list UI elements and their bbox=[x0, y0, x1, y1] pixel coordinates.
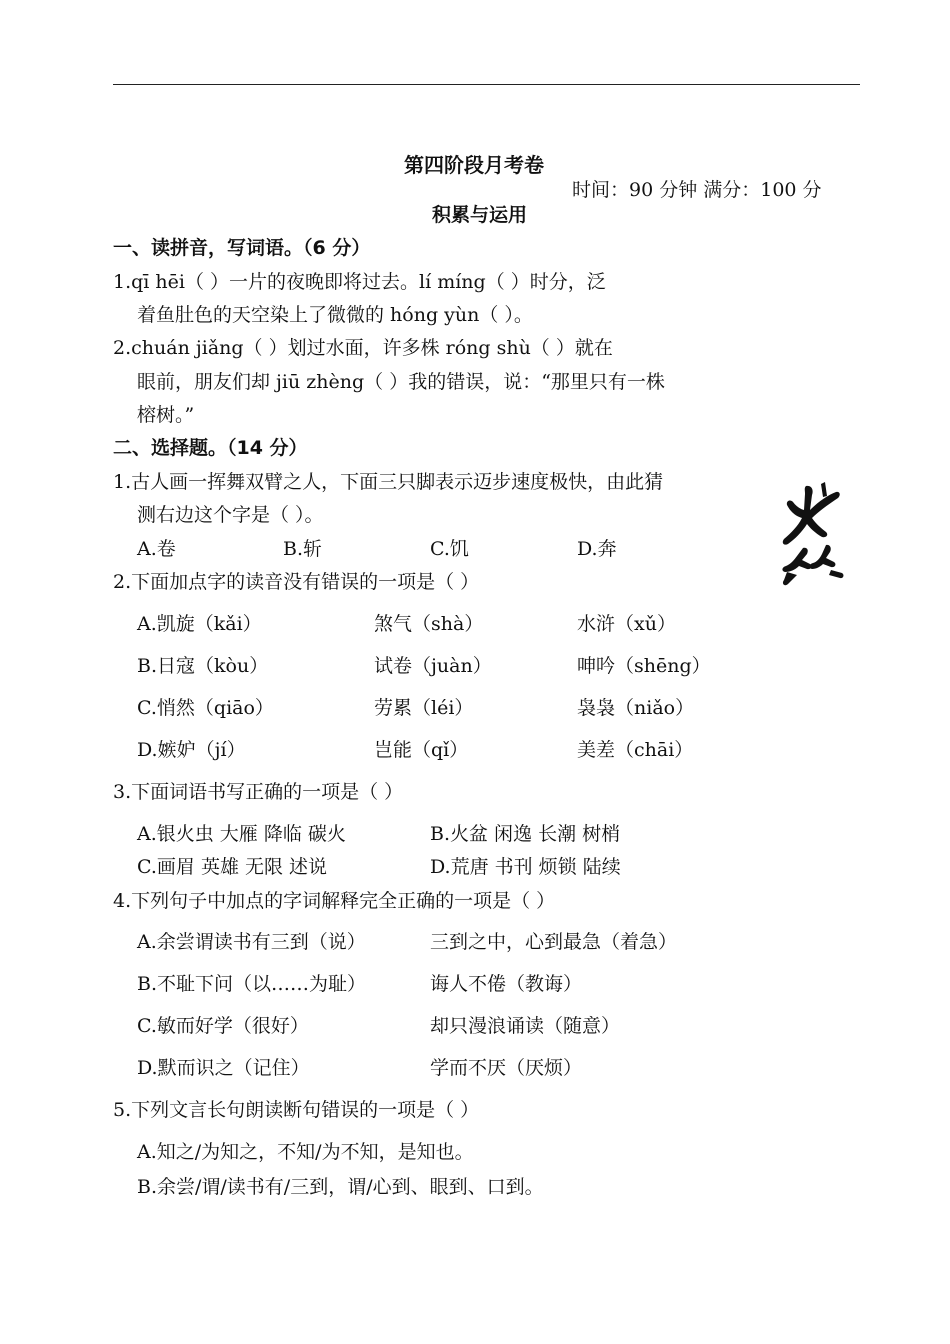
s2-q2-row3-a: C.悄然（qiāo） bbox=[137, 697, 274, 719]
exam-meta: 时间：90 分钟 满分：100 分 bbox=[572, 179, 822, 201]
s2-q2-row4-c: 美差（chāi） bbox=[577, 739, 694, 761]
s2-q2-row4-b: 岂能（qǐ） bbox=[374, 739, 469, 761]
s2-q5-stem: 5.下列文言长句朗读断句错误的一项是（ ） bbox=[113, 1099, 480, 1121]
ancient-ben-character-icon bbox=[779, 480, 847, 588]
s2-q1-option-c: C.饥 bbox=[430, 538, 469, 560]
s2-q3-option-a: A.银火虫 大雁 降临 碳火 bbox=[137, 823, 346, 845]
s2-q3-option-d: D.荒唐 书刊 烦锁 陆续 bbox=[430, 856, 621, 878]
s2-q5-option-a: A.知之/为知之，不知/为不知，是知也。 bbox=[137, 1141, 474, 1163]
exam-title: 第四阶段月考卷 bbox=[404, 153, 544, 177]
s2-q2-row1-c: 水浒（xǔ） bbox=[577, 613, 676, 635]
s2-q4-row2-b: 诲人不倦（教诲） bbox=[430, 973, 583, 995]
s2-q2-row2-c: 呻吟（shēng） bbox=[577, 655, 711, 677]
s2-q1-line1: 1.古人画一挥舞双臂之人，下面三只脚表示迈步速度极快，由此猜 bbox=[113, 471, 664, 493]
s2-q4-row4-a: D.默而识之（记住） bbox=[137, 1057, 310, 1079]
s2-q2-row4-a: D.嫉妒（jí） bbox=[137, 739, 246, 761]
s2-q2-stem: 2.下面加点字的读音没有错误的一项是（ ） bbox=[113, 571, 480, 593]
section2-heading: 二、选择题。（14 分） bbox=[113, 437, 308, 459]
s2-q1-option-b: B.斩 bbox=[283, 538, 323, 560]
s2-q3-option-c: C.画眉 英雄 无限 述说 bbox=[137, 856, 328, 878]
s2-q2-row1-a: A.凯旋（kǎi） bbox=[137, 613, 262, 635]
s2-q2-row2-a: B.日寇（kòu） bbox=[137, 655, 269, 677]
s2-q1-line2: 测右边这个字是（ ）。 bbox=[137, 504, 324, 526]
s2-q2-row2-b: 试卷（juàn） bbox=[374, 655, 492, 677]
s2-q2-row1-b: 煞气（shà） bbox=[374, 613, 484, 635]
s2-q4-row4-b: 学而不厌（厌烦） bbox=[430, 1057, 583, 1079]
s1-q2-line3: 榕树。” bbox=[137, 404, 195, 426]
s2-q4-row3-a: C.敏而好学（很好） bbox=[137, 1015, 309, 1037]
s2-q1-option-a: A.卷 bbox=[137, 538, 176, 560]
s2-q4-row1-a: A.余尝谓读书有三到（说） bbox=[137, 931, 366, 953]
s2-q2-row3-c: 袅袅（niǎo） bbox=[577, 697, 695, 719]
s2-q5-option-b: B.余尝/谓/读书有/三到，谓/心到、眼到、口到。 bbox=[137, 1176, 544, 1198]
section1-heading: 一、读拼音，写词语。（6 分） bbox=[113, 237, 371, 259]
s2-q4-stem: 4.下列句子中加点的字词解释完全正确的一项是（ ） bbox=[113, 890, 556, 912]
s2-q3-option-b: B.火盆 闲逸 长潮 树梢 bbox=[430, 823, 621, 845]
s2-q4-row2-a: B.不耻下问（以……为耻） bbox=[137, 973, 367, 995]
s2-q4-row1-b: 三到之中，心到最急（着急） bbox=[430, 931, 678, 953]
s2-q2-row3-b: 劳累（léi） bbox=[374, 697, 474, 719]
s1-q1-line2: 着鱼肚色的天空染上了微微的 hóng yùn（ ）。 bbox=[137, 304, 533, 326]
s2-q1-option-d: D.奔 bbox=[577, 538, 617, 560]
s2-q4-row3-b: 却只漫浪诵读（随意） bbox=[430, 1015, 621, 1037]
s2-q3-stem: 3.下面词语书写正确的一项是（ ） bbox=[113, 781, 404, 803]
header-rule bbox=[113, 84, 860, 85]
s1-q2-line1: 2.chuán jiǎng（ ）划过水面，许多株 róng shù（ ）就在 bbox=[113, 337, 613, 359]
s1-q1-line1: 1.qī hēi（ ）一片的夜晚即将过去。lí míng（ ）时分，泛 bbox=[113, 271, 606, 293]
part-subtitle: 积累与运用 bbox=[432, 204, 528, 226]
s1-q2-line2: 眼前，朋友们却 jiū zhèng（ ）我的错误，说：“那里只有一株 bbox=[137, 371, 665, 393]
